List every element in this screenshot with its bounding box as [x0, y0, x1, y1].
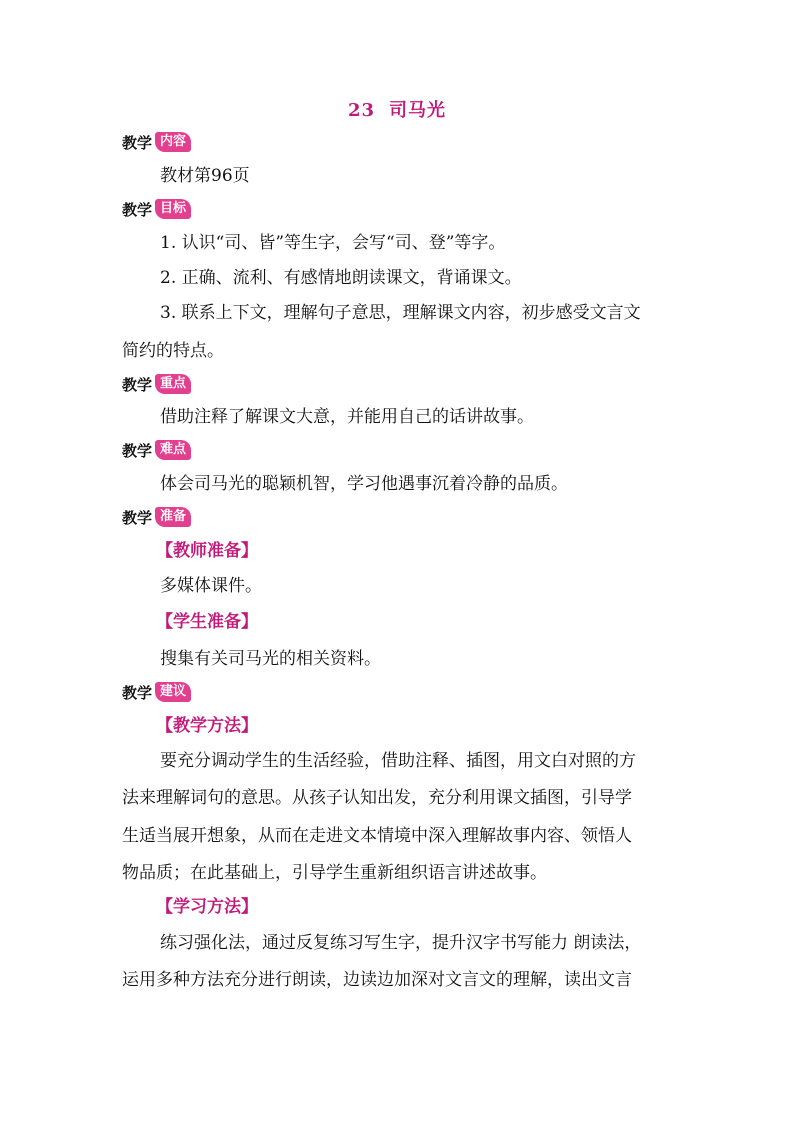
goal-item-continued: 简约的特点。 [122, 341, 224, 361]
tag-prefix: 教学 [122, 508, 153, 527]
tag-prefix: 教学 [122, 133, 153, 152]
section-tag-difficulty [122, 439, 191, 461]
goal-item: 2. 正确、流利、有感情地朗读课文，背诵课文。 [160, 268, 522, 288]
section-tag-advice [122, 681, 191, 703]
section-tag-prep [122, 506, 191, 528]
goal-item: 3. 联系上下文，理解句子意思，理解课文内容，初步感受文言文 [160, 303, 641, 323]
study-line: 练习强化法，通过反复练习写生字，提升汉字书写能力 朗读法， [160, 933, 642, 953]
teacher-prep-text: 多媒体课件。 [160, 576, 262, 596]
tag-label: 重点 [155, 374, 191, 394]
student-prep-text: 搜集有关司马光的相关资料。 [160, 649, 381, 669]
method-line: 法来理解词句的意思。从孩子认知出发，充分利用课文插图，引导学 [122, 788, 632, 808]
goal-item: 1. 认识“司、皆”等生字，会写“司、登”等字。 [160, 233, 506, 253]
tag-prefix: 教学 [122, 683, 153, 702]
page-title [0, 96, 794, 122]
method-line: 物品质；在此基础上，引导学生重新组织语言讲述故事。 [122, 863, 547, 883]
tag-prefix: 教学 [122, 200, 153, 219]
tag-label: 难点 [155, 440, 191, 460]
key-text: 借助注释了解课文大意，并能用自己的话讲故事。 [160, 407, 534, 427]
method-line: 生适当展开想象，从而在走进文本情境中深入理解故事内容、领悟人 [122, 826, 632, 846]
difficulty-text: 体会司马光的聪颖机智，学习他遇事沉着冷静的品质。 [160, 474, 568, 494]
content-text: 教材第96页 [160, 166, 250, 186]
study-line: 运用多种方法充分进行朗读，边读边加深对文言文的理解，读出文言 [122, 970, 632, 990]
tag-label: 目标 [155, 199, 191, 219]
teacher-prep-heading: 【教师准备】 [156, 541, 258, 561]
section-tag-key [122, 373, 191, 395]
lesson-number: 23 [347, 100, 376, 121]
tag-prefix: 教学 [122, 441, 153, 460]
tag-label: 内容 [155, 132, 191, 152]
section-tag-content [122, 131, 191, 153]
section-tag-goals [122, 198, 191, 220]
method-line: 要充分调动学生的生活经验，借助注释、插图，用文白对照的方 [160, 751, 636, 771]
teaching-method-heading: 【教学方法】 [156, 716, 258, 736]
study-method-heading: 【学习方法】 [156, 897, 258, 917]
lesson-title: 司马光 [389, 100, 447, 121]
tag-label: 建议 [155, 682, 191, 702]
tag-prefix: 教学 [122, 375, 153, 394]
student-prep-heading: 【学生准备】 [156, 612, 258, 632]
tag-label: 准备 [155, 507, 191, 527]
